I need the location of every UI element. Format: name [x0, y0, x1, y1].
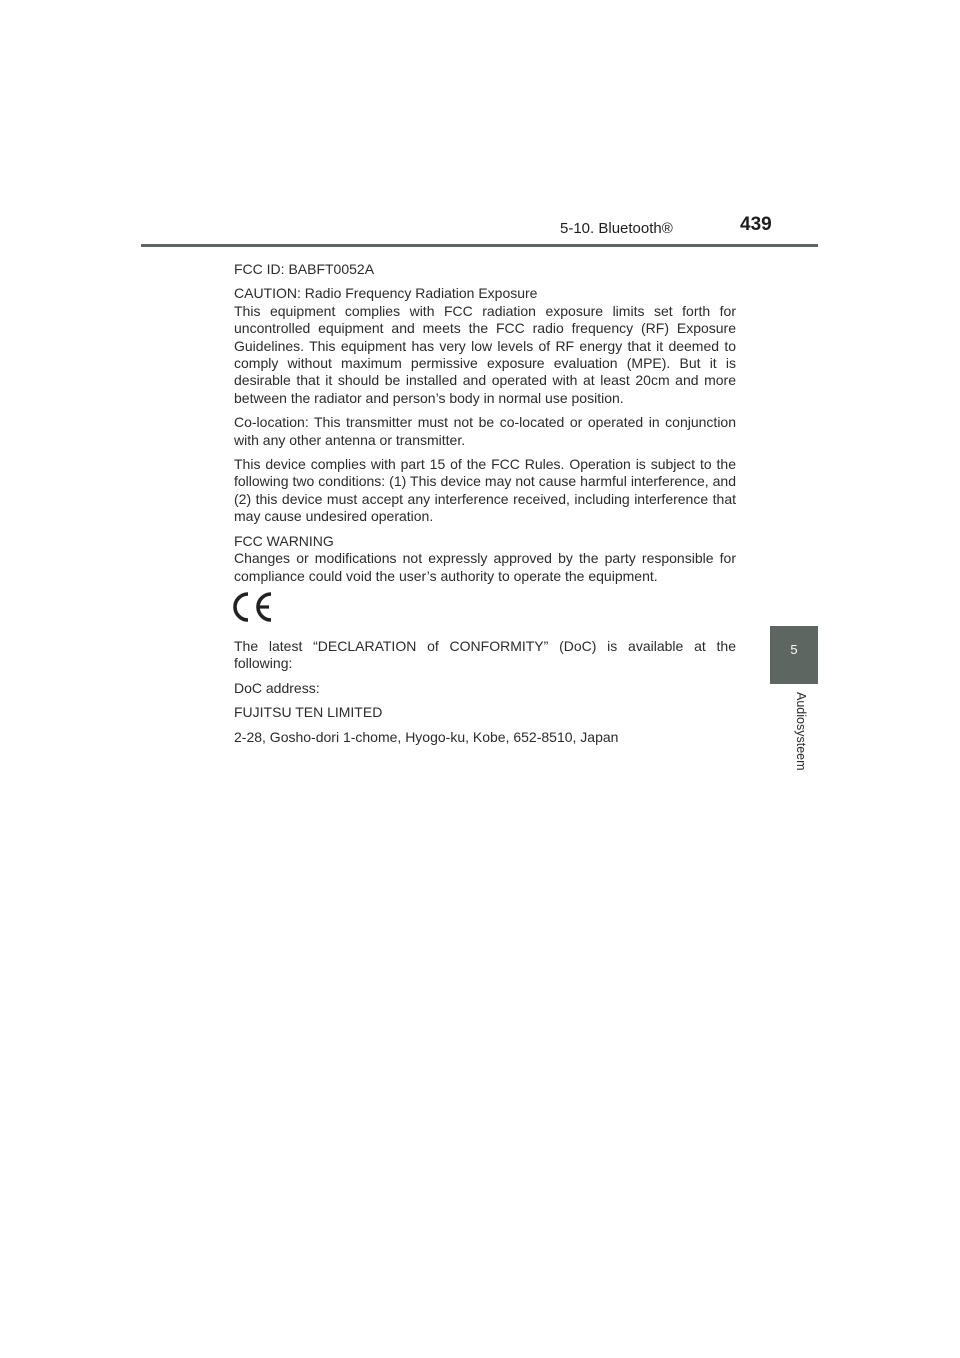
- page-number: 439: [740, 214, 772, 235]
- warning-paragraph: [234, 533, 736, 585]
- caution-body: This equipment complies with FCC radiation exposure limits set forth for uncontrolled equipment and meets the FCC radio frequency (RF) Exposure Guidelines. This equipment has very low levels of RF energy that it deemed to comply without maximum permissive exposure evaluation (MPE). But it is desirable that it should be installed and operated with at least 20cm and more between the radiator and person’s body in normal use position.: [234, 302, 736, 406]
- chapter-label: Audiosysteem: [794, 692, 808, 771]
- company-name: FUJITSU TEN LIMITED: [234, 704, 383, 721]
- declaration-block: [234, 638, 736, 753]
- doc-address-label: DoC address:: [234, 679, 320, 696]
- doc-statement: The latest “DECLARATION of CONFORMITY” (DoC) is available at the following:: [234, 638, 736, 672]
- section-title: 5-10. Bluetooth®: [560, 220, 673, 237]
- fcc-id: FCC ID: BABFT0052A: [234, 261, 375, 277]
- fcc-notice: [234, 261, 736, 592]
- ce-mark-icon: [228, 591, 274, 623]
- chapter-tab: [770, 626, 818, 684]
- caution-title: CAUTION: Radio Frequency Radiation Exposure: [234, 285, 538, 302]
- caution-paragraph: [234, 285, 736, 407]
- header-rule: [141, 244, 818, 247]
- colocation-paragraph: Co-location: This transmitter must not be co-located or operated in conjunction with any other antenna or transmitter.: [234, 414, 736, 448]
- chapter-number: 5: [790, 642, 798, 657]
- part15-paragraph: This device complies with part 15 of the FCC Rules. Operation is subject to the following two conditions: (1) This device may not cause harmful interference, and (2) this device must accept any interference received, including interference that may cause undesired operation.: [234, 456, 736, 525]
- company-address: 2-28, Gosho-dori 1-chome, Hyogo-ku, Kobe, 652-8510, Japan: [234, 728, 619, 745]
- warning-body: Changes or modifications not expressly approved by the party responsible for compliance could void the user’s authority to operate the equipment.: [234, 550, 736, 584]
- warning-title: FCC WARNING: [234, 532, 334, 549]
